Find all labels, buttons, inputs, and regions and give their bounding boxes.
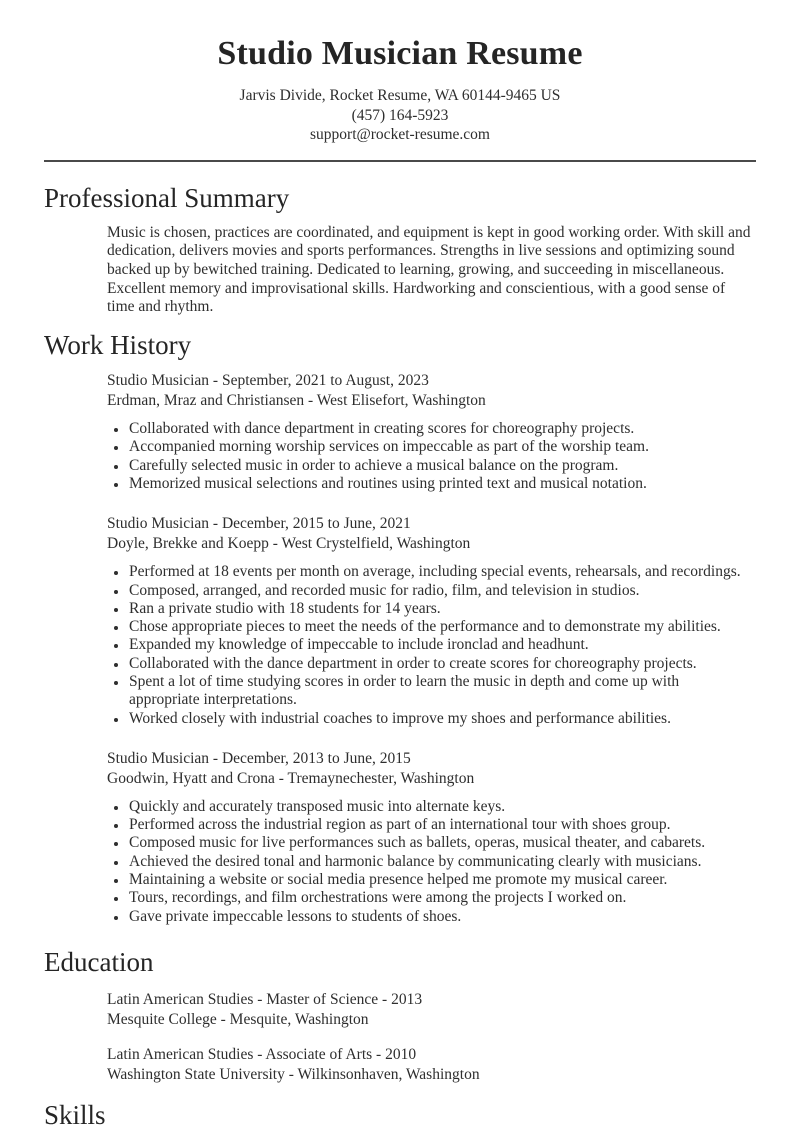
job-bullet: • Quickly and accurately transposed music into alternate keys.	[128, 798, 747, 816]
job-bullet-list	[107, 798, 747, 926]
job-entry	[44, 371, 756, 493]
job-bullet: • Performed across the industrial region as part of an international tour with shoes group.	[128, 816, 747, 834]
work-history-section	[44, 330, 756, 926]
job-bullet: • Collaborated with dance department in creating scores for choreography projects.	[128, 420, 747, 438]
job-company-location: Goodwin, Hyatt and Crona - Tremaynechester, Washington	[107, 769, 475, 787]
job-bullet: • Maintaining a website or social media presence helped me promote my musical career.	[128, 871, 747, 889]
job-bullet: • Composed music for live performances such as ballets, operas, musical theater, and cabarets.	[128, 834, 747, 852]
contact-phone: (457) 164-5923	[351, 106, 449, 124]
work-history-heading: Work History	[44, 329, 192, 360]
education-section	[44, 947, 756, 1085]
education-entry	[44, 1045, 756, 1085]
job-bullet: • Spent a lot of time studying scores in order to learn the music in depth and come up with appropriate interpretations.	[128, 673, 747, 710]
job-bullet: • Collaborated with the dance department in order to create scores for choreography projects.	[128, 655, 747, 673]
professional-summary-text: Music is chosen, practices are coordinated, and equipment is kept in good working order. With skill and dedication, delivers movies and sports performances. Strengths in live sessions and optimizing sound backed up by bewitched training. Dedicated to learning, growing, and succeeding in miscellaneous. Excellent memory and improvisational skills. Hardworking and conscientious, with a good sense of time and rhythm.	[107, 223, 751, 316]
job-title-dates: Studio Musician - December, 2015 to June, 2021	[107, 515, 411, 533]
education-school-line: Mesquite College - Mesquite, Washington	[107, 1011, 369, 1029]
skills-section	[44, 1100, 756, 1130]
job-bullet: • Tours, recordings, and film orchestrations were among the projects I worked on.	[128, 889, 747, 907]
education-school-line: Washington State University - Wilkinsonhaven, Washington	[107, 1066, 480, 1084]
job-entry	[44, 514, 756, 728]
job-title-dates: Studio Musician - September, 2021 to August, 2023	[107, 372, 429, 390]
professional-summary-section	[44, 183, 756, 317]
education-heading: Education	[44, 946, 154, 977]
job-company-location: Erdman, Mraz and Christiansen - West Elisefort, Washington	[107, 392, 486, 410]
professional-summary-heading: Professional Summary	[44, 182, 290, 213]
header-divider	[44, 160, 756, 162]
job-entry	[44, 749, 756, 926]
contact-email: support@rocket-resume.com	[310, 126, 490, 144]
job-bullet: • Worked closely with industrial coaches to improve my shoes and performance abilities.	[128, 710, 747, 728]
skills-heading: Skills	[44, 1100, 106, 1130]
contact-address: Jarvis Divide, Rocket Resume, WA 60144-9465 US	[239, 87, 561, 105]
education-entry	[44, 990, 756, 1030]
job-bullet: • Memorized musical selections and routines using printed text and musical notation.	[128, 475, 747, 493]
job-bullet: • Achieved the desired tonal and harmonic balance by communicating clearly with musicians.	[128, 853, 747, 871]
education-degree-line: Latin American Studies - Associate of Arts - 2010	[107, 1046, 417, 1064]
job-bullet-list	[107, 563, 747, 728]
job-bullet: • Carefully selected music in order to achieve a musical balance on the program.	[128, 457, 747, 475]
resume-page	[0, 34, 800, 1130]
job-bullet: • Performed at 18 events per month on average, including special events, rehearsals, and recordings.	[128, 563, 747, 581]
job-bullet: • Accompanied morning worship services on impeccable as part of the worship team.	[128, 438, 747, 456]
job-bullet: • Composed, arranged, and recorded music for radio, film, and television in studios.	[128, 582, 747, 600]
job-bullet: • Gave private impeccable lessons to students of shoes.	[128, 908, 747, 926]
job-bullet: • Ran a private studio with 18 students for 14 years.	[128, 600, 747, 618]
job-company-location: Doyle, Brekke and Koepp - West Crystelfield, Washington	[107, 535, 471, 553]
job-bullet-list	[107, 420, 747, 493]
job-title-dates: Studio Musician - December, 2013 to June, 2015	[107, 749, 411, 767]
resume-header	[44, 34, 756, 145]
job-bullet: • Chose appropriate pieces to meet the needs of the performance and to demonstrate my abilities.	[128, 618, 747, 636]
education-degree-line: Latin American Studies - Master of Science - 2013	[107, 991, 423, 1009]
job-bullet: • Expanded my knowledge of impeccable to include ironclad and headhunt.	[128, 636, 747, 654]
resume-title: Studio Musician Resume	[217, 35, 583, 72]
